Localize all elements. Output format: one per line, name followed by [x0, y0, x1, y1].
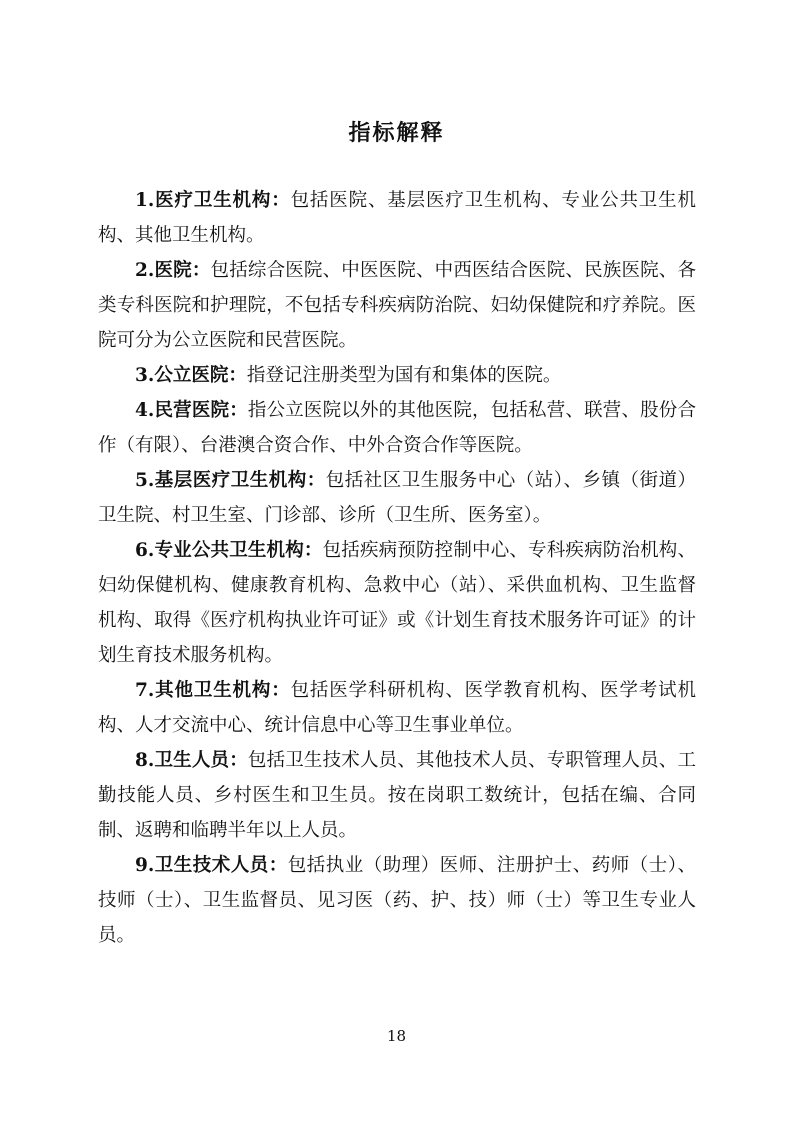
definition-item-7: [98, 673, 696, 743]
definition-text: 包括医学科研机构、医学教育机构、医学考试机构、人才交流中心、统计信息中心等卫生事业单位。: [98, 680, 696, 736]
definition-text: 包括综合医院、中医医院、中西医结合医院、民族医院、各类专科医院和护理院，不包括专科疾病防治院、妇幼保健院和疗养院。医院可分为公立医院和民营医院。: [98, 260, 696, 351]
definition-text: 包括执业（助理）医师、注册护士、药师（士）、技师（士）、卫生监督员、见习医（药、护、技）师（士）等卫生专业人员。: [98, 855, 696, 946]
definition-term: 5.基层医疗卫生机构：: [135, 470, 326, 491]
definition-term: 4.民营医院：: [135, 400, 248, 421]
definition-term: 2.医院：: [135, 260, 211, 281]
definition-item-9: [98, 848, 696, 953]
definition-text: 包括卫生技术人员、其他技术人员、专职管理人员、工勤技能人员、乡村医生和卫生员。按在岗职工数统计，包括在编、合同制、返聘和临聘半年以上人员。: [98, 750, 696, 841]
definition-item-4: [98, 393, 696, 463]
definition-text: 指登记注册类型为国有和集体的医院。: [246, 365, 562, 386]
page-title: 指标解释: [348, 120, 445, 146]
definition-term: 6.专业公共卫生机构：: [135, 540, 323, 561]
definition-text: 指公立医院以外的其他医院，包括私营、联营、股份合作（有限）、台港澳合资合作、中外合资合作等医院。: [98, 400, 696, 456]
definition-item-3: [98, 358, 696, 393]
definition-text: 包括社区卫生服务中心（站）、乡镇（街道）卫生院、村卫生室、门诊部、诊所（卫生所、医务室）。: [98, 470, 696, 526]
definition-item-2: [98, 253, 696, 358]
page-number: 18: [386, 1027, 407, 1045]
definition-term: 7.其他卫生机构：: [135, 680, 291, 701]
definition-term: 9.卫生技术人员：: [135, 855, 288, 876]
definition-term: 8.卫生人员：: [135, 750, 248, 771]
definition-item-5: [98, 463, 696, 533]
definition-item-1: [98, 183, 696, 253]
definition-list: [98, 183, 696, 953]
definition-text: 包括医院、基层医疗卫生机构、专业公共卫生机构、其他卫生机构。: [98, 190, 696, 246]
definition-item-8: [98, 743, 696, 848]
definition-term: 3.公立医院：: [135, 365, 247, 386]
definition-text: 包括疾病预防控制中心、专科疾病防治机构、妇幼保健机构、健康教育机构、急救中心（站）、采供血机构、卫生监督机构、取得《医疗机构执业许可证》或《计划生育技术服务许可证》的计划生育技术服务机构。: [98, 540, 696, 666]
definition-item-6: [98, 533, 696, 673]
definition-term: 1.医疗卫生机构：: [135, 190, 291, 211]
